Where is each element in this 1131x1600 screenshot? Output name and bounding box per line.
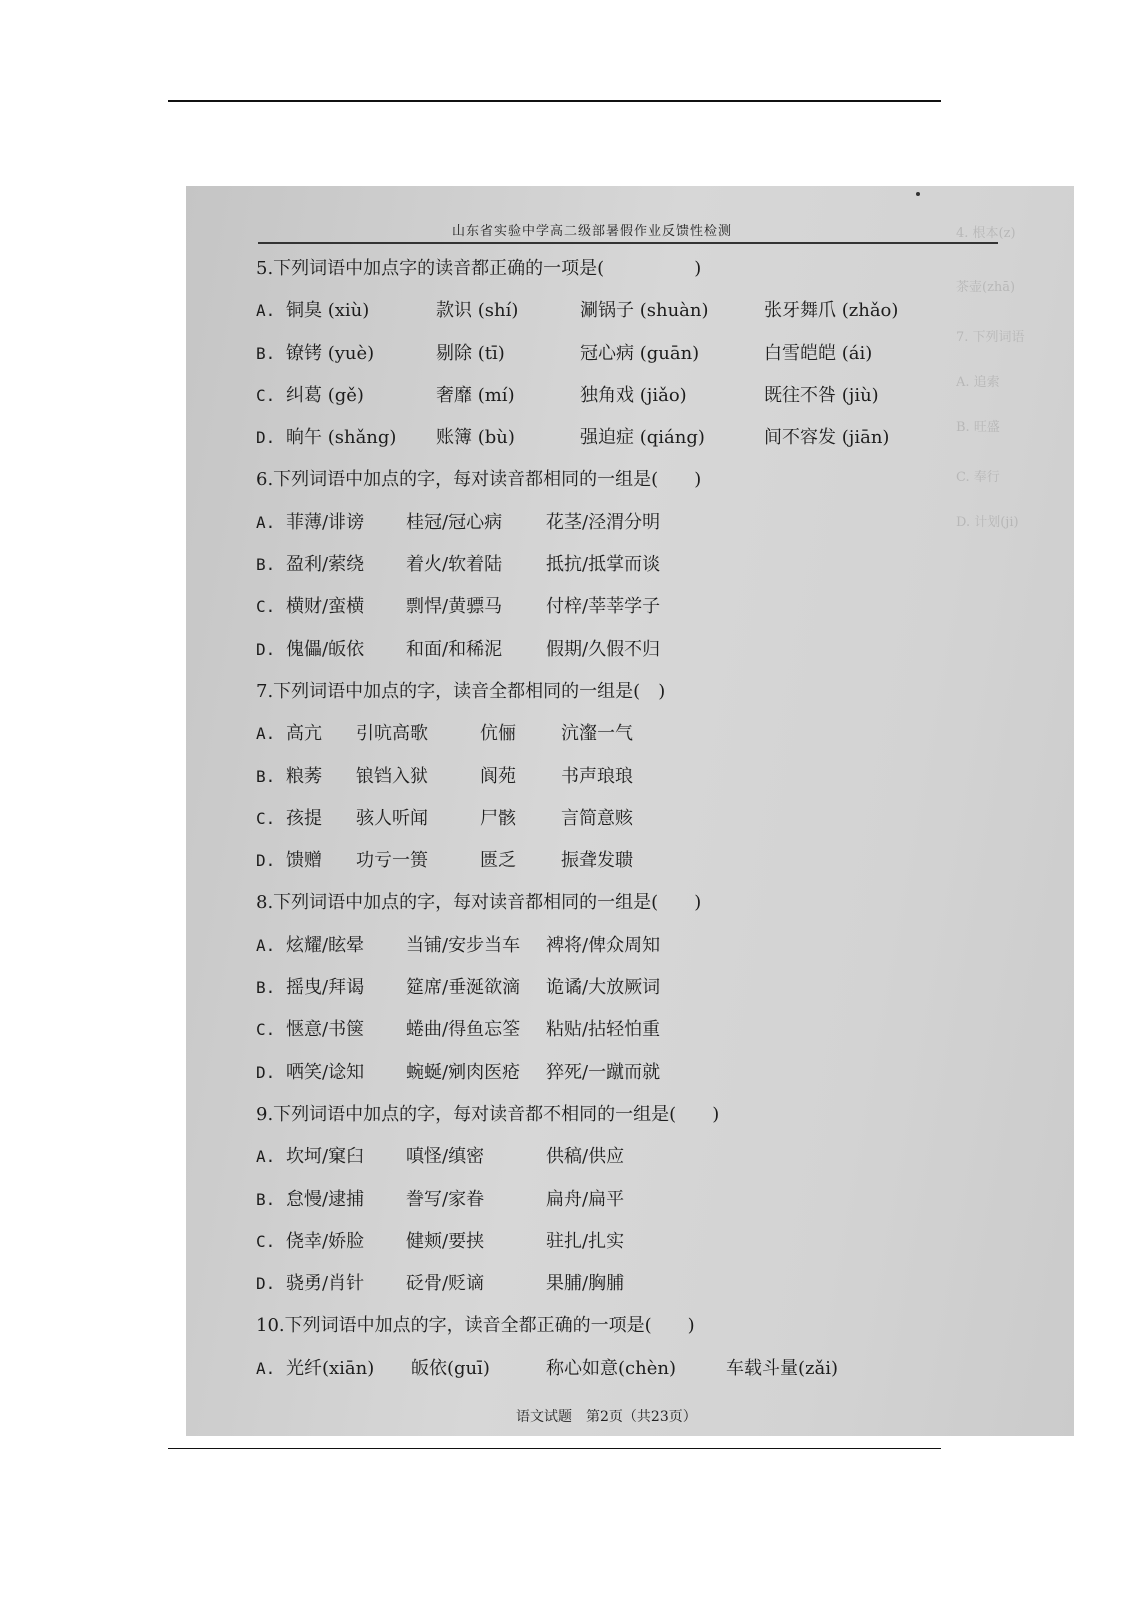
word-item: 独角戏 (jiǎo) [580, 384, 687, 406]
answer-option [256, 1009, 976, 1051]
word-item: 抵抗/抵掌而谈 [546, 554, 661, 576]
word-item: 引吭高歌 [356, 723, 428, 745]
corner-speck [916, 192, 920, 196]
bleed-through-text: B. 旺盛 [956, 420, 1000, 435]
word-item: 剽悍/黄骠马 [406, 596, 503, 618]
option-letter: D. [256, 639, 276, 659]
word-item: 涮锅子 (shuàn) [580, 300, 709, 322]
option-letter: C. [256, 1020, 276, 1040]
word-item: 裨将/俾众周知 [546, 934, 661, 956]
word-item: 侥幸/娇脸 [286, 1230, 365, 1252]
bleed-through-text: 4. 根本(z) [956, 226, 1016, 241]
word-item: 怠慢/逮捕 [286, 1188, 365, 1210]
answer-option [256, 544, 976, 586]
word-item: 诡谲/大放厥词 [546, 977, 661, 999]
word-item: 惬意/书箧 [286, 1019, 365, 1041]
word-item: 骁勇/肖针 [286, 1273, 365, 1295]
answer-option [256, 925, 976, 967]
word-item: 馈赠 [286, 850, 322, 872]
word-item: 蜷曲/得鱼忘筌 [406, 1019, 521, 1041]
answer-option [256, 375, 976, 417]
word-item: 盈利/萦绕 [286, 554, 365, 576]
question-stem: 5.下列词语中加点字的读音都正确的一项是( ) [256, 258, 702, 279]
word-item: 光纤(xiān) [286, 1357, 375, 1379]
word-item: 着火/软着陆 [406, 554, 503, 576]
word-item: 晌午 (shǎng) [286, 427, 397, 449]
option-letter: D. [256, 428, 276, 448]
word-item: 摇曳/拜谒 [286, 977, 365, 999]
word-item: 既往不咎 (jiù) [764, 384, 879, 406]
word-item: 书声琅琅 [561, 765, 633, 787]
word-item: 孩提 [286, 807, 322, 829]
answer-option [256, 1221, 976, 1263]
word-item: 蜿蜒/剜肉医疮 [406, 1061, 521, 1083]
answer-option [256, 1136, 976, 1178]
word-item: 假期/久假不归 [546, 638, 661, 660]
option-letter: B. [256, 766, 276, 786]
word-item: 扁舟/扁平 [546, 1188, 625, 1210]
word-item: 言简意赅 [561, 807, 633, 829]
option-letter: B. [256, 978, 276, 998]
answer-option [256, 1263, 976, 1305]
answer-option [256, 840, 976, 882]
word-item: 粘贴/拈轻怕重 [546, 1019, 661, 1041]
word-item: 坎坷/窠臼 [286, 1146, 365, 1168]
word-item: 嗔怪/缜密 [406, 1146, 485, 1168]
word-item: 猝死/一蹴而就 [546, 1061, 661, 1083]
option-letter: B. [256, 1189, 276, 1209]
option-letter: A. [256, 1358, 276, 1378]
word-item: 菲薄/诽谤 [286, 511, 365, 533]
option-letter: A. [256, 301, 276, 321]
exam-header: 山东省实验中学高二级部暑假作业反馈性检测 [452, 224, 733, 239]
option-letter: B. [256, 555, 276, 575]
option-letter: A. [256, 724, 276, 744]
word-item: 和面/和稀泥 [406, 638, 503, 660]
word-item: 伉俪 [480, 723, 516, 745]
word-item: 供稿/供应 [546, 1146, 625, 1168]
word-item: 哂笑/谂知 [286, 1061, 365, 1083]
word-item: 健颊/要挟 [406, 1230, 485, 1252]
word-item: 尸骸 [480, 807, 516, 829]
word-item: 花茎/泾渭分明 [546, 511, 661, 533]
option-letter: C. [256, 597, 276, 617]
word-item: 傀儡/皈依 [286, 638, 365, 660]
option-letter: A. [256, 935, 276, 955]
word-item: 匮乏 [480, 850, 516, 872]
answer-option [256, 417, 976, 459]
word-item: 驻扎/扎实 [546, 1230, 625, 1252]
word-item: 高亢 [286, 723, 322, 745]
word-item: 桂冠/冠心病 [406, 511, 503, 533]
option-letter: A. [256, 512, 276, 532]
word-item: 强迫症 (qiáng) [580, 427, 705, 449]
bottom-rule [168, 1448, 941, 1449]
bleed-through-text: A. 追索 [956, 375, 1000, 390]
word-item: 白雪皑皑 (ái) [764, 342, 873, 364]
answer-option [256, 290, 976, 332]
answer-option [256, 1348, 976, 1390]
word-item: 间不容发 (jiān) [764, 427, 890, 449]
word-item: 振聋发聩 [561, 850, 633, 872]
option-letter: D. [256, 1274, 276, 1294]
question-stem: 8.下列词语中加点的字，每对读音都相同的一组是( ) [256, 892, 702, 914]
word-item: 锒铛入狱 [356, 765, 428, 787]
bleed-through-text: D. 计划(ji) [956, 515, 1019, 530]
word-item: 剔除 (tī) [436, 342, 505, 364]
word-item: 镣铐 (yuè) [286, 342, 375, 364]
answer-option [256, 798, 976, 840]
word-item: 砭骨/贬谪 [406, 1273, 485, 1295]
word-item: 张牙舞爪 (zhǎo) [764, 300, 899, 322]
answer-option [256, 629, 976, 671]
bleed-through-text: 7. 下列词语 [956, 330, 1025, 345]
word-item: 誊写/家眷 [406, 1188, 485, 1210]
word-item: 冠心病 (guān) [580, 342, 700, 364]
scanned-page-photo [186, 186, 1074, 1436]
answer-option [256, 502, 976, 544]
word-item: 铜臭 (xiù) [286, 300, 370, 322]
word-item: 称心如意(chèn) [546, 1357, 676, 1379]
bleed-through-text: C. 奉行 [956, 470, 1000, 485]
answer-option [256, 586, 976, 628]
word-item: 横财/蛮横 [286, 596, 365, 618]
word-item: 车载斗量(zǎi) [726, 1357, 839, 1379]
word-item: 粮莠 [286, 765, 322, 787]
word-item: 纠葛 (gě) [286, 384, 364, 406]
word-item: 骇人听闻 [356, 807, 428, 829]
top-rule [168, 100, 941, 102]
word-item: 皈依(guī) [411, 1357, 490, 1379]
header-rule [258, 242, 998, 244]
word-item: 阆苑 [480, 765, 516, 787]
word-item: 沆瀣一气 [561, 723, 633, 745]
question-list [256, 248, 976, 1390]
word-item: 当铺/安步当车 [406, 934, 521, 956]
answer-option [256, 713, 976, 755]
option-letter: C. [256, 385, 276, 405]
question-stem: 7.下列词语中加点的字，读音全都相同的一组是( ) [256, 680, 666, 702]
answer-option [256, 967, 976, 1009]
answer-option [256, 756, 976, 798]
bleed-through-text: 茶壶(zhā) [956, 280, 1016, 295]
answer-option [256, 1179, 976, 1221]
option-letter: D. [256, 1062, 276, 1082]
word-item: 付梓/莘莘学子 [546, 596, 661, 618]
option-letter: D. [256, 851, 276, 871]
option-letter: B. [256, 343, 276, 363]
word-item: 炫耀/眩晕 [286, 934, 365, 956]
word-item: 款识 (shí) [436, 300, 519, 322]
page-footer: 语文试题 第2页（共23页） [516, 1409, 697, 1425]
answer-option [256, 1052, 976, 1094]
question-stem: 10.下列词语中加点的字，读音全都正确的一项是( ) [256, 1315, 695, 1337]
word-item: 账簿 (bù) [436, 427, 515, 449]
word-item: 奢靡 (mí) [436, 384, 515, 406]
word-item: 功亏一篑 [356, 850, 428, 872]
word-item: 果脯/胸脯 [546, 1273, 625, 1295]
word-item: 筵席/垂涎欲滴 [406, 977, 521, 999]
option-letter: C. [256, 808, 276, 828]
question-stem: 6.下列词语中加点的字，每对读音都相同的一组是( ) [256, 469, 702, 491]
option-letter: A. [256, 1147, 276, 1167]
question-stem: 9.下列词语中加点的字，每对读音都不相同的一组是( ) [256, 1103, 720, 1125]
answer-option [256, 333, 976, 375]
option-letter: C. [256, 1231, 276, 1251]
